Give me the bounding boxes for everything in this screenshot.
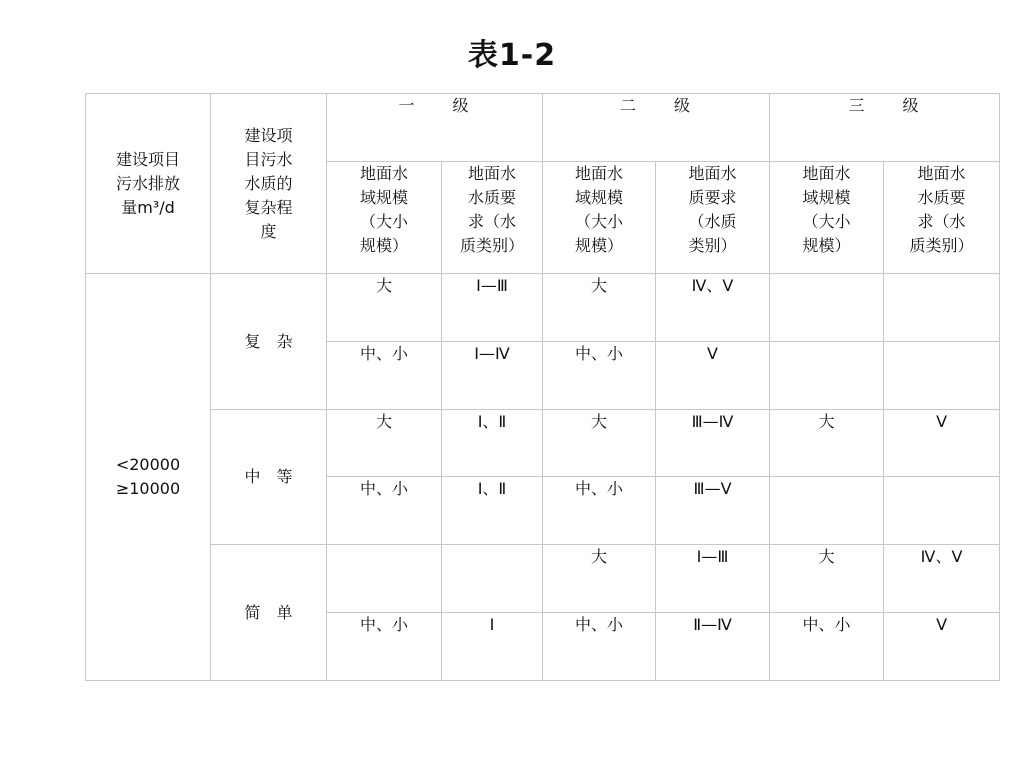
table-cell: 中、小 xyxy=(543,613,656,681)
classification-table xyxy=(85,93,1000,681)
subheader-quality: 地面水 水质要 求（水 质类别） xyxy=(884,162,1000,274)
table-cell: Ⅳ、Ⅴ xyxy=(656,274,770,342)
table-cell: 中、小 xyxy=(543,477,656,545)
table-cell: 大 xyxy=(327,274,442,342)
table-cell xyxy=(770,274,884,342)
table-row xyxy=(86,410,1000,477)
table-cell: 大 xyxy=(327,410,442,477)
table-cell: 大 xyxy=(770,410,884,477)
table-cell xyxy=(770,477,884,545)
table-row xyxy=(86,274,1000,342)
table-cell: Ⅰ—Ⅲ xyxy=(442,274,543,342)
header-complexity: 建设项 目污水 水质的 复杂程 度 xyxy=(211,94,327,274)
table-cell: 中、小 xyxy=(543,342,656,410)
table-cell xyxy=(327,545,442,613)
subheader-scale: 地面水 域规模 （大小 规模） xyxy=(770,162,884,274)
header-level-2: 二 级 xyxy=(543,94,770,162)
subheader-quality: 地面水 质要求 （水质 类别） xyxy=(656,162,770,274)
discharge-range: <20000 ≥10000 xyxy=(86,274,211,681)
table-cell: 中、小 xyxy=(327,342,442,410)
table-cell xyxy=(442,545,543,613)
table-cell: Ⅴ xyxy=(884,410,1000,477)
table-cell: Ⅰ、Ⅱ xyxy=(442,477,543,545)
table-cell: 大 xyxy=(543,274,656,342)
complexity-label: 复 杂 xyxy=(211,274,327,410)
subheader-scale: 地面水 域规模 （大小 规模） xyxy=(327,162,442,274)
table-cell: 大 xyxy=(543,410,656,477)
table-cell: Ⅰ—Ⅳ xyxy=(442,342,543,410)
table-row xyxy=(86,545,1000,613)
table-cell: Ⅰ、Ⅱ xyxy=(442,410,543,477)
table-cell: Ⅱ—Ⅳ xyxy=(656,613,770,681)
subheader-scale: 地面水 域规模 （大小 规模） xyxy=(543,162,656,274)
table-cell xyxy=(884,274,1000,342)
header-level-1: 一 级 xyxy=(327,94,543,162)
table-title: 表1-2 xyxy=(467,38,557,73)
table-cell: 中、小 xyxy=(770,613,884,681)
table-cell: 中、小 xyxy=(327,477,442,545)
complexity-label: 简 单 xyxy=(211,545,327,681)
table-cell: Ⅲ—Ⅴ xyxy=(656,477,770,545)
header-level-3: 三 级 xyxy=(770,94,1000,162)
table-cell xyxy=(884,342,1000,410)
table-cell xyxy=(884,477,1000,545)
table-cell: 大 xyxy=(770,545,884,613)
table-cell: Ⅰ—Ⅲ xyxy=(656,545,770,613)
table-cell: 中、小 xyxy=(327,613,442,681)
header-discharge-volume: 建设项目 污水排放 量m³/d xyxy=(86,94,211,274)
table-cell: Ⅰ xyxy=(442,613,543,681)
table-cell xyxy=(770,342,884,410)
table-cell: Ⅴ xyxy=(884,613,1000,681)
table-cell: Ⅳ、Ⅴ xyxy=(884,545,1000,613)
table-cell: Ⅴ xyxy=(656,342,770,410)
table-cell: 大 xyxy=(543,545,656,613)
complexity-label: 中 等 xyxy=(211,410,327,545)
table-cell: Ⅲ—Ⅳ xyxy=(656,410,770,477)
subheader-quality: 地面水 水质要 求（水 质类别） xyxy=(442,162,543,274)
